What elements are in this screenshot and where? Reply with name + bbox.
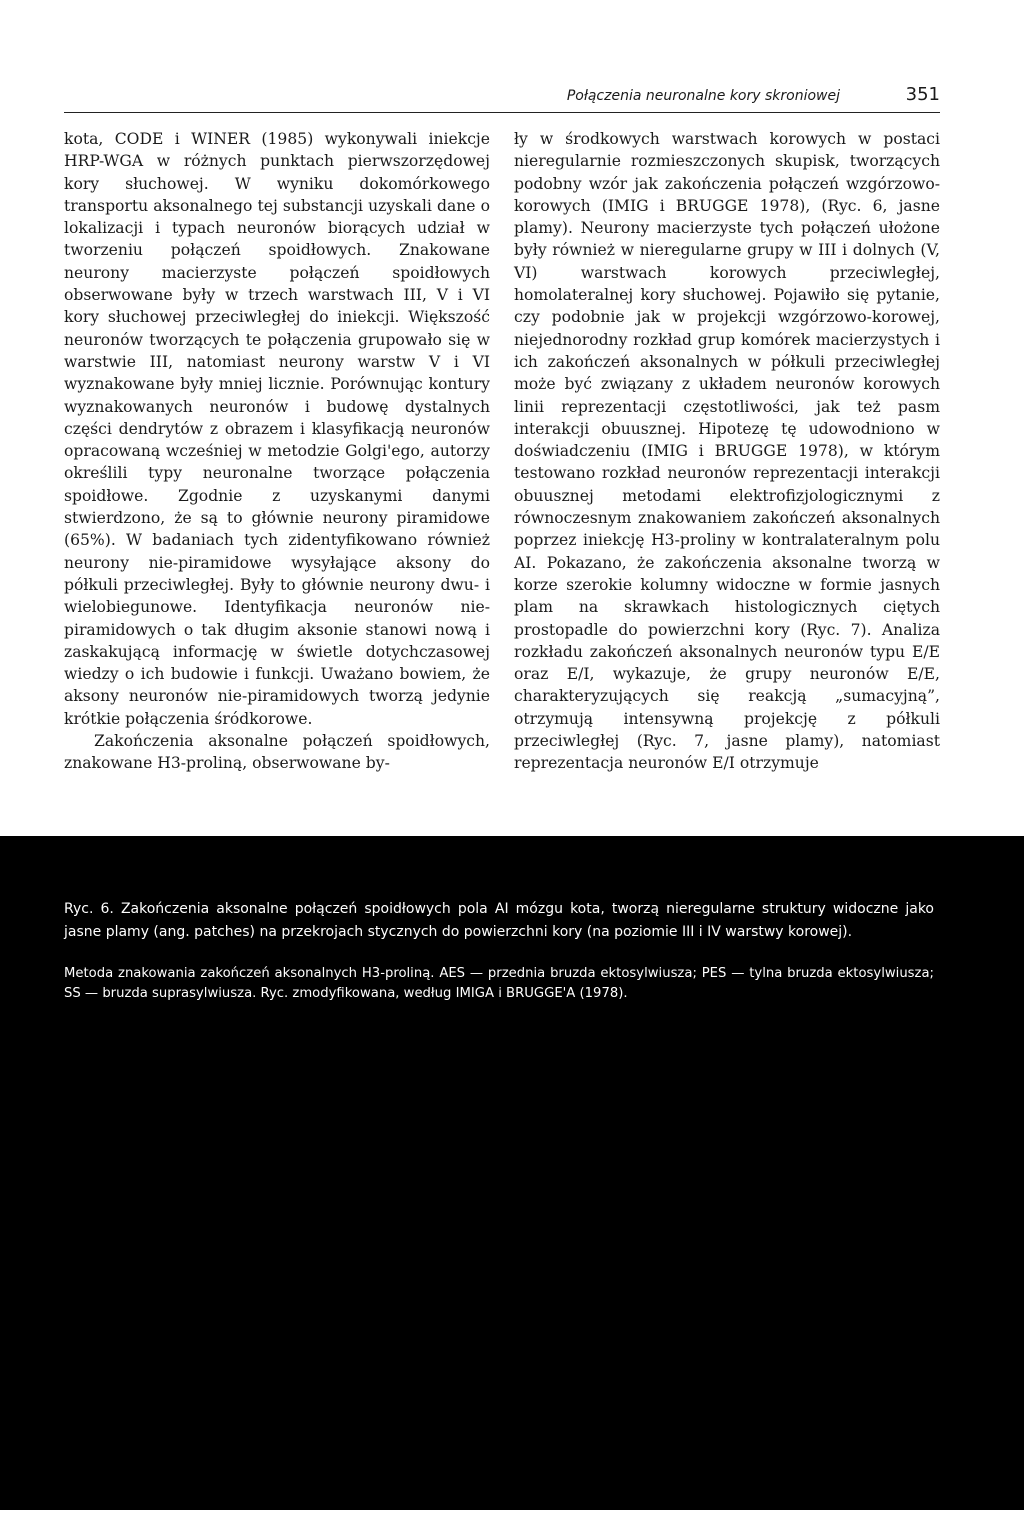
page-header bbox=[64, 84, 940, 113]
figure-caption-main: Ryc. 6. Zakończenia aksonalne połączeń spoidłowych pola AI mózgu kota, tworzą nieregularne struktury widoczne jako jasne plamy (ang. patches) na przekrojach stycznych do powierzchni kory (na poziomie III i IV warstwy korowej). bbox=[64, 901, 934, 940]
running-title: Połączenia neuronalne kory skroniowej bbox=[566, 88, 840, 104]
right-paragraph-1: ły w środkowych warstwach korowych w postaci nieregularnie rozmieszczonych skupisk, tworzących podobny wzór jak zakończenia połączeń wzgórzowo-korowych (IMIG i BRUGGE 1978), (Ryc. 6, jasne plamy). Neurony macierzyste tych połączeń ułożone były również w nieregularne grupy w III i dolnych (V, VI) warstwach korowych przeciwległej, homolateralnej kory słuchowej. Pojawiło się pytanie, czy podobnie jak w projekcji wzgórzowo-korowej, niejednorodny rozkład grup komórek macierzystych i ich zakończeń aksonalnych w półkuli przeciwległej może być związany z układem neuronów korowych linii reprezentacji częstotliwości, jak też pasm interakcji obuusznej. Hipotezę tę udowodniono w doświadczeniu (IMIG i BRUGGE 1978), w którym testowano rozkład neuronów reprezentacji interakcji obuusznej metodami elektrofizjologicznymi z równoczesnym znakowaniem zakończeń aksonalnych poprzez iniekcję H3-proliny w kontralateralnym polu AI. Pokazano, że zakończenia aksonalne tworzą w korze szerokie kolumny widoczne w formie jasnych plam na skrawkach histologicznych ciętych prostopadle do powierzchni kory (Ryc. 7). Analiza rozkładu zakończeń aksonalnych neuronów typu E/E oraz E/I, wykazuje, że grupy neuronów E/E, charakteryzujących się reakcją „sumacyjną”, otrzymują intensywną projekcję z półkuli przeciwległej (Ryc. 7, jasne plamy), natomiast reprezentacja neuronów E/I otrzymuje bbox=[514, 130, 940, 773]
left-paragraph-2: Zakończenia aksonalne połączeń spoidłowych, znakowane H3-proliną, obserwowane by- bbox=[64, 732, 490, 773]
right-column bbox=[514, 128, 940, 775]
left-column bbox=[64, 128, 490, 775]
page-number: 351 bbox=[905, 84, 940, 105]
figure-caption-method: Metoda znakowania zakończeń aksonalnych H3-proliną. AES — przednia bruzda ektosylwiusza; PES — tylna bruzda ektosylwiusza; SS — bruzda suprasylwiusza. Ryc. zmodyfikowana, według IMIGA i BRUGGE'A (1978). bbox=[64, 966, 934, 1001]
left-paragraph-1: kota, CODE i WINER (1985) wykonywali iniekcje HRP-WGA w różnych punktach pierwszorzędowej kory słuchowej. W wyniku dokomórkowego transportu aksonalnego tej substancji uzyskali dane o lokalizacji i typach neuronów biorących udział w tworzeniu połączeń spoidłowych. Znakowane neurony macierzyste połączeń spoidłowych obserwowane były w trzech warstwach III, V i VI kory słuchowej przeciwległej do iniekcji. Większość neuronów tworzących te połączenia grupowało się w warstwie III, natomiast neurony warstw V i VI wyznakowane były mniej licznie. Porównując kontury wyznakowanych neuronów i budowę dystalnych części dendrytów z obrazem i klasyfikacją neuronów opracowaną wcześniej w metodzie Golgi'ego, autorzy określili typy neuronalne tworzące połączenia spoidłowe. Zgodnie z uzyskanymi danymi stwierdzono, że są to głównie neurony piramidowe (65%). W badaniach tych zidentyfikowano również neurony nie-piramidowe wysyłające aksony do półkuli przeciwległej. Były to głównie neurony dwu- i wielobiegunowe. Identyfikacja neuronów nie-piramidowych o tak długim aksonie stanowi nową i zaskakującą informację w świetle dotychczasowej wiedzy o ich budowie i funkcji. Uważano bowiem, że aksony neuronów nie-piramidowych tworzą jedynie krótkie połączenia śródkorowe. bbox=[64, 130, 490, 728]
figure-caption bbox=[0, 898, 934, 1004]
